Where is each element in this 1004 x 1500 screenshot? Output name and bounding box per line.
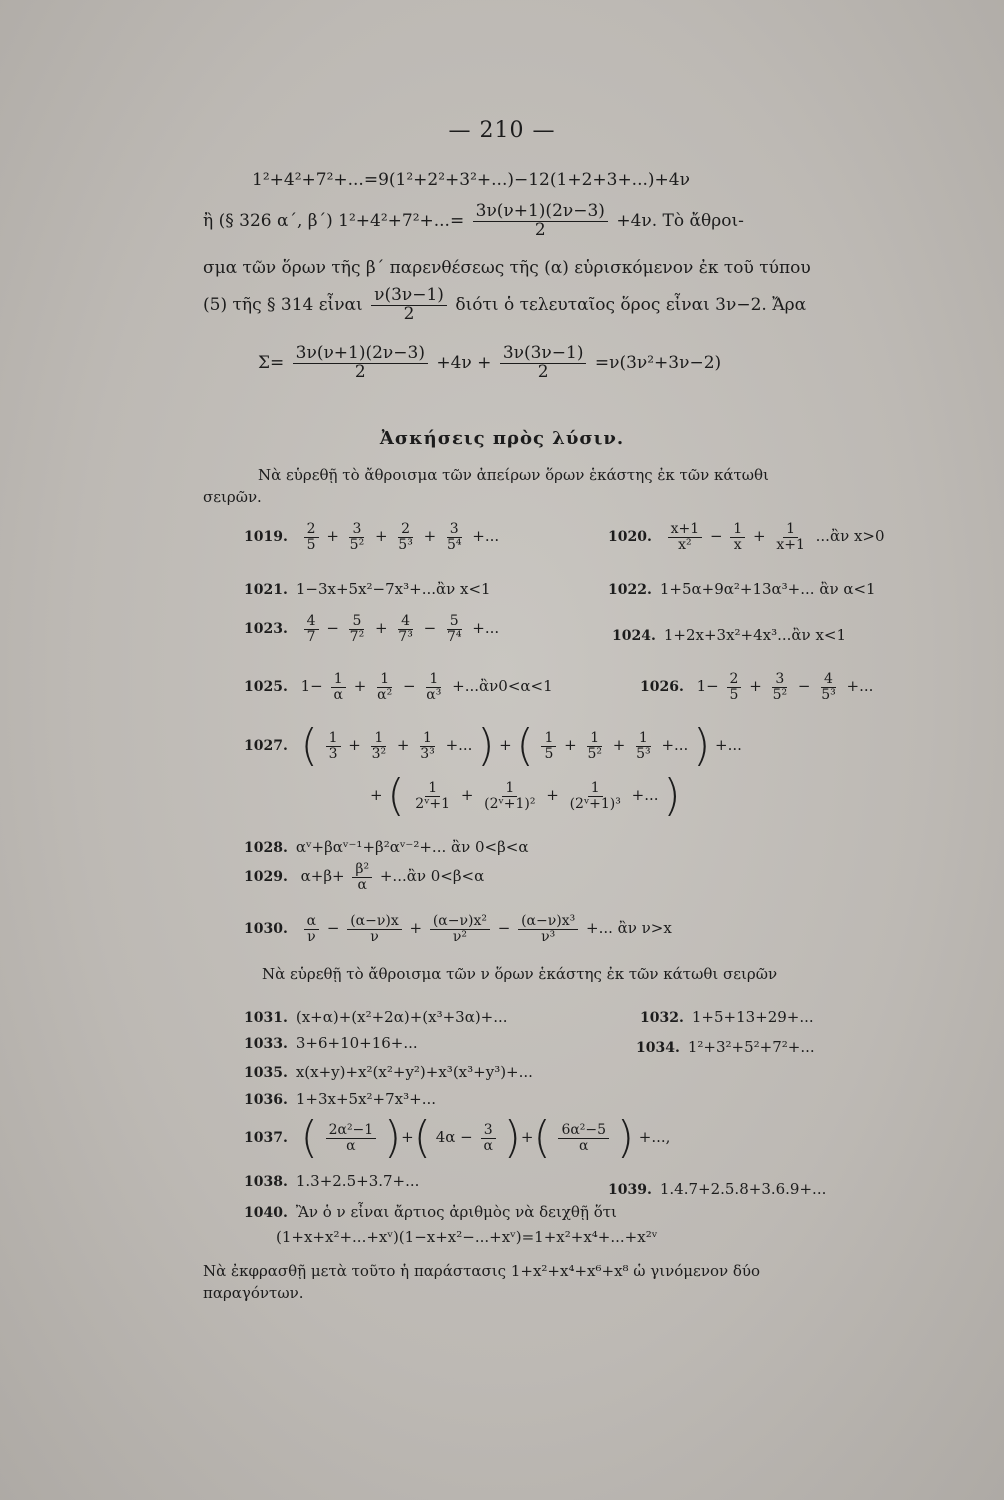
exercise-1022 <box>608 580 876 598</box>
fraction <box>412 781 453 811</box>
exercise-1026: 1026. 1− $\frac{2}{5}$ + $\frac{3}{\text{5²}}$ − $\frac{4}{\text{5³}}$ +... <box>640 671 874 703</box>
derivation-line-4-prefix: (5) τῆς § 314 εἶναι <box>203 294 363 315</box>
fraction-numerator: 3ν(3ν−1) <box>500 345 587 364</box>
exercise-expression: 1.3+2.5+3.7+... <box>295 1172 420 1190</box>
exercise-expression: (x+α)+(x²+2α)+(x³+3α)+... <box>295 1008 508 1026</box>
series-tail: ...ἂν x>0 <box>815 527 885 546</box>
left-paren: ( <box>300 720 318 771</box>
fraction-denominator: 2ᵛ+1 <box>415 795 451 812</box>
series-tail: +... <box>472 619 500 638</box>
derivation-line-2-fraction <box>473 203 608 240</box>
fraction-denominator: ν² <box>452 928 467 945</box>
sigma-prefix: Σ= <box>258 352 285 373</box>
fraction-denominator: (2ᵛ+1)³ <box>569 795 621 812</box>
fraction <box>326 1123 377 1153</box>
exercise-number: 1035. <box>244 1065 288 1081</box>
sigma-middle: +4ν + <box>436 352 492 373</box>
fraction-numerator: 5 <box>349 614 364 630</box>
exercise-expression: αᵛ+βαᵛ⁻¹+β²αᵛ⁻²+... ἂν 0<β<α <box>295 838 529 856</box>
fraction-numerator: 1 <box>730 522 745 538</box>
fraction <box>633 731 654 761</box>
series-lead: 1− <box>696 677 719 696</box>
fraction <box>727 672 742 702</box>
fraction-denominator: 5² <box>772 686 788 703</box>
fraction-numerator: 1 <box>425 781 440 797</box>
intro-paragraph-line-1: Νὰ εὑρεθῇ τὸ ἄθροισμα τῶν ἀπείρων ὅρων ἑκάστης ἐκ τῶν κάτωθι <box>258 466 769 484</box>
exercise-number: 1040. <box>244 1205 288 1221</box>
fraction <box>347 914 402 944</box>
exercise-expression: 1+5α+9α²+13α³+... ἂν α<1 <box>659 580 876 598</box>
fraction-denominator: (2ᵛ+1)² <box>484 795 536 812</box>
fraction-denominator: 2 <box>534 219 546 240</box>
exercise-1035 <box>244 1063 533 1081</box>
exercise-1034 <box>636 1038 815 1056</box>
fraction <box>347 522 368 552</box>
exercise-number: 1026. <box>640 679 684 696</box>
series-tail: +... <box>472 527 500 546</box>
fraction <box>567 781 624 811</box>
fraction-denominator: x² <box>678 536 692 553</box>
fraction-numerator: 1 <box>420 731 435 747</box>
fraction <box>444 522 465 552</box>
series-dots: +... <box>445 736 473 754</box>
exercise-number: 1021. <box>244 582 288 598</box>
fraction <box>417 731 438 761</box>
left-paren: ( <box>300 1112 318 1163</box>
fraction <box>481 781 538 811</box>
exercise-number: 1020. <box>608 529 652 546</box>
fraction-numerator: 2 <box>727 672 742 688</box>
fraction-numerator: 5 <box>447 614 462 630</box>
fraction-denominator: 5³ <box>636 745 651 762</box>
fraction-denominator: 5 <box>729 686 739 703</box>
fraction-numerator: 3 <box>447 522 462 538</box>
series-lead: α+β+ <box>300 867 345 886</box>
fraction-denominator: α <box>579 1137 589 1154</box>
sigma-fraction-2 <box>500 345 587 382</box>
fraction-denominator: 5³ <box>398 536 413 553</box>
fraction-numerator: 1 <box>426 672 441 688</box>
sigma-equation <box>258 345 721 382</box>
exercise-1033 <box>244 1034 418 1052</box>
fraction <box>480 1123 495 1153</box>
series-tail: +..., <box>638 1128 671 1146</box>
right-paren: ) <box>477 720 495 771</box>
exercise-1040-identity: (1+x+x²+...+xᵛ)(1−x+x²−...+xᵛ)=1+x²+x⁴+...+x²ᵛ <box>276 1228 658 1246</box>
fraction-denominator: 7⁴ <box>446 628 462 645</box>
fraction-numerator: (α−ν)x² <box>430 914 490 930</box>
exercise-number: 1034. <box>636 1040 680 1056</box>
fraction-denominator: 2 <box>354 361 366 382</box>
exercise-1036 <box>244 1090 436 1108</box>
sigma-fraction-1 <box>293 345 428 382</box>
fraction-denominator: 7² <box>349 628 365 645</box>
right-paren: ) <box>383 1112 402 1163</box>
fraction-numerator: ν(3ν−1) <box>371 287 447 306</box>
exercise-number: 1038. <box>244 1174 288 1190</box>
exercise-number: 1033. <box>244 1036 288 1052</box>
exercise-expression: 1²+3²+5²+7²+... <box>687 1038 815 1056</box>
derivation-line-4-fraction <box>371 287 447 324</box>
fraction-denominator: 5 <box>306 536 316 553</box>
fraction-numerator: 4 <box>821 672 836 688</box>
derivation-line-2-suffix: +4ν. Τὸ ἄθροι- <box>616 210 744 231</box>
exercise-1027-line-2: + ( $\frac{1}{\text{2ᵛ+1}}$ + $\frac{1}{\text{(2ᵛ+1)²}}$ + $\frac{1}{\text{(2ᵛ+1)³}}$ +... ) <box>370 770 681 821</box>
fraction <box>818 672 839 702</box>
left-paren: ( <box>387 770 405 821</box>
fraction <box>430 914 490 944</box>
derivation-line-4 <box>203 287 806 324</box>
exercise-1038 <box>244 1172 419 1190</box>
fraction-denominator: ν <box>307 928 316 945</box>
series-tail: +... ἂν ν>x <box>586 919 672 938</box>
intro-paragraph-line-2: σειρῶν. <box>203 488 262 506</box>
fraction <box>730 522 745 552</box>
right-paren: ) <box>693 720 711 771</box>
exercise-expression: 3+6+10+16+... <box>295 1034 418 1052</box>
derivation-line-4-suffix: διότι ὁ τελευταῖος ὅρος εἶναι 3ν−2. Ἄρα <box>455 294 807 315</box>
fraction-numerator: (α−ν)x³ <box>518 914 578 930</box>
fraction <box>304 614 319 644</box>
fraction-denominator: α <box>333 686 343 703</box>
fraction-numerator: 1 <box>588 781 603 797</box>
exercise-1031 <box>244 1008 508 1026</box>
exercise-1020: 1020. $\frac{x+1}{\text{x²}}$ − $\frac{1}{x}$ + $\frac{1}{x+1}$ ...ἂν x>0 <box>608 521 885 553</box>
series-tail: +... <box>715 736 742 754</box>
fraction-denominator: α <box>357 876 367 893</box>
fraction <box>304 914 319 944</box>
fraction-numerator: β² <box>352 862 372 878</box>
exercise-number: 1031. <box>244 1010 288 1026</box>
exercise-expression: x(x+y)+x²(x²+y²)+x³(x³+y³)+... <box>295 1063 533 1081</box>
fraction-denominator: 7³ <box>398 628 413 645</box>
exercise-number: 1027. <box>244 738 288 754</box>
fraction-numerator: 3ν(ν+1)(2ν−3) <box>473 203 608 222</box>
derivation-line-2-prefix: ἢ (§ 326 α΄, β΄) 1²+4²+7²+...= <box>203 210 465 231</box>
exercise-1030: 1030. $\frac{\alpha}{\nu}$ − $\frac{(\alpha-\nu)x}{\nu}$ + $\frac{\text{(α−ν)x²}}{\text{ν²}}$ − $\frac{\text{(α−ν)x³}}{\text{ν³}}$ +... ἂν ν>x <box>244 913 672 945</box>
fraction-denominator: 2 <box>403 303 415 324</box>
fraction-denominator: x+1 <box>776 536 805 553</box>
fraction-denominator: 3 <box>328 745 338 762</box>
fraction-denominator: 5² <box>587 745 603 762</box>
fraction-numerator: 2α²−1 <box>326 1123 377 1139</box>
fraction-denominator: 5 <box>544 745 554 762</box>
fraction-denominator: 5² <box>349 536 365 553</box>
fraction-denominator: 5³ <box>821 686 836 703</box>
fraction <box>773 522 808 552</box>
page-number: — 210 — <box>448 118 556 143</box>
exercise-1023: 1023. $\frac{4}{7}$ − $\frac{5}{\text{7²}}$ + $\frac{4}{\text{7³}}$ − $\frac{5}{\text{7⁴}}$ +... <box>244 613 500 645</box>
exercise-expression: 1+2x+3x²+4x³...ἂν x<1 <box>663 626 847 644</box>
fraction-denominator: ν³ <box>541 928 556 945</box>
left-paren: ( <box>533 1112 551 1163</box>
fraction-denominator: ν <box>370 928 379 945</box>
fraction-denominator: 3³ <box>420 745 435 762</box>
exercise-number: 1039. <box>608 1182 652 1198</box>
exercise-number: 1024. <box>612 628 656 644</box>
fraction-denominator: α³ <box>426 686 442 703</box>
exercise-expression: 1−3x+5x²−7x³+...ἂν x<1 <box>295 580 491 598</box>
fraction <box>518 914 578 944</box>
fraction-numerator: α <box>304 914 319 930</box>
series-tail: +...ἂν0<α<1 <box>452 677 553 696</box>
exercise-expression: 1+3x+5x²+7x³+... <box>295 1090 436 1108</box>
exercise-expression: 1+5+13+29+... <box>691 1008 814 1026</box>
exercise-number: 1019. <box>244 529 288 546</box>
fraction-denominator: 5⁴ <box>446 536 462 553</box>
derivation-line-3: σμα τῶν ὅρων τῆς β΄ παρενθέσεως τῆς (α) εὑρισκόμενον ἐκ τοῦ τύπου <box>203 258 811 278</box>
fraction-numerator: 1 <box>326 731 341 747</box>
exercise-1027-line-1: 1027. ( $\frac{1}{3}$ + $\frac{1}{\text{3²}}$ + $\frac{1}{\text{3³}}$ +... ) + ( $\frac{1}{5}$ + $\frac{1}{\text{5²}}$ + $\frac{1}{\text{5³}}$ +... ) +... <box>244 720 742 771</box>
right-paren: ) <box>663 770 681 821</box>
derivation-line-2 <box>203 203 744 240</box>
exercise-1024 <box>612 626 846 644</box>
series-lead: 1− <box>300 677 323 696</box>
right-paren: ) <box>503 1112 521 1163</box>
outro-line-1: Νὰ ἐκφρασθῇ μετὰ τοῦτο ἡ παράστασις 1+x²+x⁴+x⁶+x⁸ ὡ γινόμενον δύο <box>203 1262 761 1280</box>
fraction-numerator: 1 <box>502 781 517 797</box>
fraction-denominator: 2 <box>537 361 549 382</box>
fraction-denominator: x <box>733 536 742 553</box>
fraction-numerator: 1 <box>371 731 386 747</box>
derivation-line-1: 1²+4²+7²+...=9(1²+2²+3²+...)−12(1+2+3+...)+4ν <box>252 170 690 190</box>
exercise-1021 <box>244 580 491 598</box>
exercise-1025: 1025. 1− $\frac{1}{\alpha}$ + $\frac{1}{\text{α²}}$ − $\frac{1}{\text{α³}}$ +...ἂν0<α<1 <box>244 671 553 703</box>
left-paren: ( <box>413 1112 431 1163</box>
left-paren: ( <box>516 720 534 771</box>
exercise-1028 <box>244 838 529 856</box>
fraction <box>584 731 605 761</box>
exercise-number: 1023. <box>244 621 288 638</box>
fraction-numerator: 1 <box>541 731 556 747</box>
fraction-numerator: 1 <box>331 672 346 688</box>
fraction-denominator: α <box>346 1137 356 1154</box>
outro-line-2: παραγόντων. <box>203 1284 304 1302</box>
fraction <box>331 672 346 702</box>
exercise-1039 <box>608 1180 826 1198</box>
fraction-denominator: α² <box>377 686 393 703</box>
fraction <box>558 1123 609 1153</box>
fraction-denominator: 3² <box>371 745 387 762</box>
fraction <box>668 522 703 552</box>
fraction <box>369 731 390 761</box>
term-lead: 4α − <box>435 1128 473 1146</box>
section-heading: Ἀσκήσεις πρὸς λύσιν. <box>379 428 625 449</box>
fraction <box>304 522 319 552</box>
fraction-denominator: α <box>483 1137 493 1154</box>
series-tail: +... <box>846 677 874 696</box>
exercise-number: 1025. <box>244 679 288 696</box>
fraction <box>347 614 368 644</box>
fraction-numerator: (α−ν)x <box>347 914 402 930</box>
series-tail: +...ἂν 0<β<α <box>379 867 485 886</box>
exercise-1032 <box>640 1008 814 1026</box>
sigma-suffix: =ν(3ν²+3ν−2) <box>594 352 722 373</box>
exercise-expression: Ἂν ὁ ν εἶναι ἄρτιος ἀριθμὸς νὰ δειχθῇ ὅτι <box>295 1203 617 1221</box>
fraction-numerator: 3ν(ν+1)(2ν−3) <box>293 345 428 364</box>
fraction-numerator: 1 <box>636 731 651 747</box>
series-dots: +... <box>661 736 689 754</box>
exercise-1040 <box>244 1203 617 1221</box>
fraction <box>541 731 556 761</box>
exercise-1029 <box>244 862 484 892</box>
exercise-1019: 1019. $\frac{2}{5}$ + $\frac{3}{\text{5²}}$ + $\frac{2}{\text{5³}}$ + $\frac{3}{\text{5⁴}}$ +... <box>244 521 500 553</box>
exercise-number: 1030. <box>244 921 288 938</box>
fraction-numerator: 1 <box>587 731 602 747</box>
exercise-number: 1022. <box>608 582 652 598</box>
fraction <box>395 522 416 552</box>
fraction-numerator: 3 <box>349 522 364 538</box>
fraction-numerator: 2 <box>398 522 413 538</box>
intro-2-paragraph: Νὰ εὑρεθῇ τὸ ἄθροισμα τῶν ν ὅρων ἑκάστης ἐκ τῶν κάτωθι σειρῶν <box>262 965 778 983</box>
exercise-number: 1036. <box>244 1092 288 1108</box>
fraction <box>444 614 465 644</box>
exercise-1037: 1037. ( $\frac{\text{2α²−1}}{\alpha}$ )+( 4α − $\frac{3}{\alpha}$ )+( $\frac{\text{6α²−5}}{\alpha}$ ) +..., <box>244 1112 671 1163</box>
fraction-numerator: 3 <box>772 672 787 688</box>
fraction-numerator: 6α²−5 <box>558 1123 609 1139</box>
exercise-number: 1029. <box>244 869 288 886</box>
fraction-numerator: 4 <box>304 614 319 630</box>
right-paren: ) <box>616 1112 635 1163</box>
fraction-numerator: 2 <box>304 522 319 538</box>
exercise-expression: 1.4.7+2.5.8+3.6.9+... <box>659 1180 827 1198</box>
fraction <box>423 672 444 702</box>
exercise-number: 1032. <box>640 1010 684 1026</box>
fraction <box>352 862 372 892</box>
fraction <box>395 614 416 644</box>
fraction <box>326 731 341 761</box>
fraction-numerator: 1 <box>377 672 392 688</box>
fraction-numerator: 4 <box>398 614 413 630</box>
fraction <box>374 672 395 702</box>
exercise-number: 1037. <box>244 1130 288 1146</box>
fraction-numerator: 1 <box>783 522 798 538</box>
fraction-numerator: 3 <box>481 1123 496 1139</box>
fraction-numerator: x+1 <box>668 522 703 538</box>
fraction-denominator: 7 <box>306 628 316 645</box>
exercise-number: 1028. <box>244 840 288 856</box>
series-dots: +... <box>631 786 659 804</box>
fraction <box>770 672 791 702</box>
